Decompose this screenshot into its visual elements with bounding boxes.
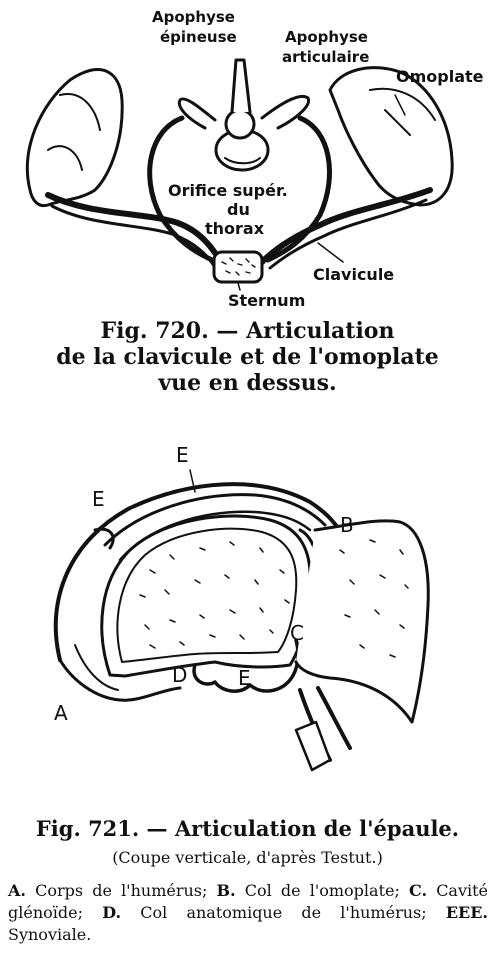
legend-item-C: C. Cavité glénoïde; bbox=[8, 881, 489, 922]
label-spinous-line2: épineuse bbox=[160, 28, 237, 46]
left-articular-process bbox=[179, 99, 215, 128]
label-articular-line1: Apophyse bbox=[285, 28, 368, 46]
figure-721-legend bbox=[8, 880, 488, 946]
legend-item-A: A. Corps de l'humérus; bbox=[8, 881, 208, 900]
right-scapula bbox=[330, 68, 452, 205]
label-spinous-line1: Apophyse bbox=[152, 8, 235, 26]
label-B: B bbox=[340, 513, 354, 537]
figure-720-caption-line2: de la clavicule et de l'omoplate bbox=[56, 344, 439, 370]
figure-720-illustration bbox=[0, 0, 495, 315]
figure-720-caption bbox=[0, 318, 495, 396]
legend-item-B: B. Col de l'omoplate; bbox=[216, 881, 400, 900]
label-E-bottom: E bbox=[238, 666, 251, 690]
label-thorax-line3: thorax bbox=[205, 219, 265, 238]
figure-720 bbox=[0, 0, 495, 315]
label-sternum: Sternum bbox=[228, 291, 306, 310]
label-articular-line2: articulaire bbox=[282, 48, 370, 66]
figure-721-subcaption: (Coupe verticale, d'après Testut.) bbox=[112, 848, 383, 867]
label-thorax-line2: du bbox=[227, 200, 250, 219]
label-E-top: E bbox=[176, 443, 189, 467]
label-C: C bbox=[290, 621, 304, 645]
spinous-process bbox=[232, 60, 250, 112]
label-scapula: Omoplate bbox=[396, 67, 484, 86]
figure-721-illustration bbox=[0, 430, 495, 810]
legend-item-D: D. Col anatomique de l'humérus; bbox=[102, 903, 427, 922]
figure-720-caption-line3: vue en dessus. bbox=[158, 370, 337, 396]
figure-721-caption: Fig. 721. — Articulation de l'épaule. bbox=[35, 816, 460, 841]
right-articular-process bbox=[262, 96, 309, 128]
label-thorax-line1: Orifice supér. bbox=[168, 181, 288, 200]
label-D: D bbox=[172, 663, 188, 687]
label-A: A bbox=[54, 701, 68, 725]
left-scapula bbox=[27, 70, 122, 206]
label-E-left: E bbox=[92, 487, 105, 511]
figure-720-caption-line1: Fig. 720. — Articulation bbox=[100, 318, 395, 344]
legend-item-E: EEE. Synoviale. bbox=[8, 903, 488, 944]
figure-721 bbox=[0, 430, 495, 810]
label-clavicle: Clavicule bbox=[313, 265, 395, 284]
scapula-neck bbox=[296, 521, 428, 722]
